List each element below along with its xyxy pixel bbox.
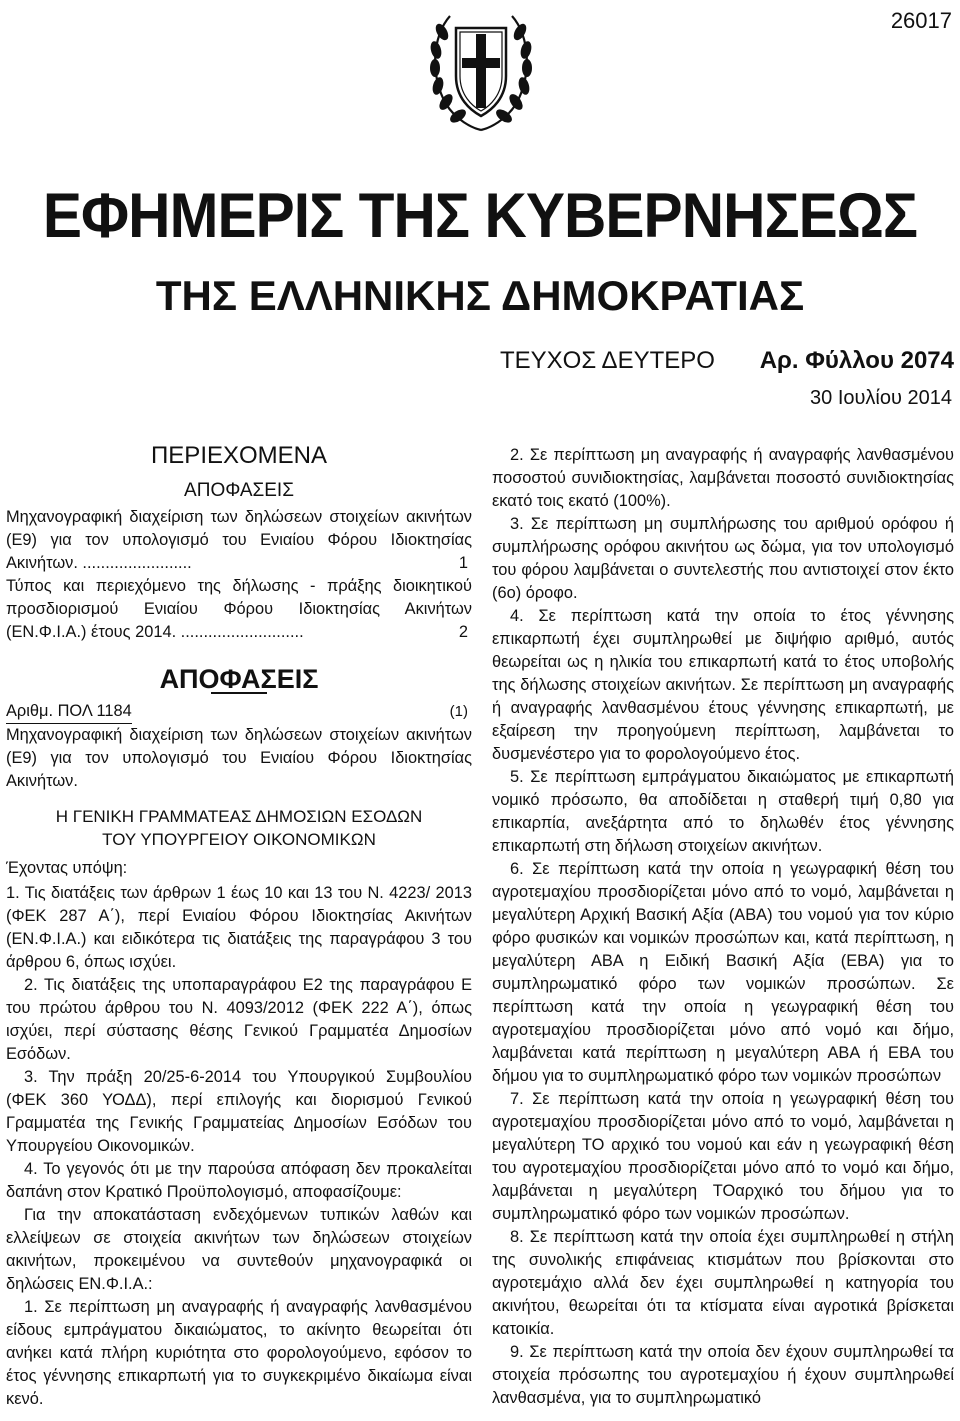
considering-label: Έχοντας υπόψη: bbox=[6, 859, 128, 877]
right-column bbox=[492, 444, 954, 1410]
left-column bbox=[6, 444, 472, 1411]
decision-item-5: 5. Σε περίπτωση εμπράγματου δικαιώματος με επικαρπωτή νομικό πρόσωπο, θα αποδίδεται η σταθερή τιμή 0,80 για επικαρπία, ανεξάρτητα από το δηλωθέν έτος γέννησης επικαρπωτή στη δήλωση στοιχείων ακινήτων. bbox=[492, 768, 954, 855]
decisions-heading-text: ΑΠΟΦΑΣΕΙΣ bbox=[159, 664, 319, 694]
decision-number: Αριθμ. ΠΟΛ 1184 bbox=[6, 700, 132, 724]
consideration-2: 2. Τις διατάξεις της υποπαραγράφου Ε2 της παραγράφου Ε του πρώτου άρθρου του Ν. 4093/2012 (ΦΕΚ 222 Α΄), όπως ισχύει, περί σύστασης θέσης Γενικού Γραμματέα Δημοσίων Εσόδων. bbox=[6, 976, 472, 1063]
page-number: 26017 bbox=[890, 8, 952, 33]
decision-item-4: 4. Σε περίπτωση κατά την οποία το έτος γέννησης επικαρπωτή έχει συμπληρωθεί με διψήφιο αριθμό, αυτός θεωρείται ως η ηλικία του επικαρπωτή κατά το έτος υποβολής της δήλωσης στοιχείων ακινήτων. Σε περίπτωση μη αναγραφής ή αναγραφής λανθασμένου έτους γέννησης επικαρπωτή, με εξαίρεση την προηγούμενη περίπτωση, λαμβάνεται το δυσμενέστερο για το φορολογούμενο έτος. bbox=[492, 607, 954, 763]
decision-purpose: Για την αποκατάσταση ενδεχόμενων τυπικών λαθών και ελλείψεων σε στοιχεία ακινήτων των δηλώσεων στοιχείων ακινήτων, προκειμένου να συντεθούν μηχανογραφικά οι δηλώσεις ΕΝ.Φ.Ι.Α.: bbox=[6, 1206, 472, 1293]
consideration-1: 1. Τις διατάξεις των άρθρων 1 έως 10 και 13 του Ν. 4223/ 2013 (ΦΕΚ 287 Α΄), περί Ενιαίου Φόρου Ιδιοκτησίας Ακινήτων (ΕΝ.Φ.Ι.Α.) και ειδικότερα τις διατάξεις της παραγράφου 3 του άρθρου 6, όπως ισχύει. bbox=[6, 884, 472, 971]
toc-entry-text: Μηχανογραφική διαχείριση των δηλώσεων στοιχείων ακινήτων (Ε9) για τον υπολογισμό του Ενιαίου Φόρου Ιδιοκτησίας Ακινήτων. ........................ bbox=[6, 508, 472, 572]
consideration-4: 4. Το γεγονός ότι με την παρούσα απόφαση δεν προκαλείται δαπάνη στον Κρατικό Προϋπολογισμό, αποφασίζουμε: bbox=[6, 1160, 472, 1201]
toc-entry-page: 1 bbox=[458, 554, 468, 572]
coat-of-arms-icon bbox=[426, 6, 536, 134]
toc-entry-page: 2 bbox=[458, 623, 468, 641]
toc-entry-text: Τύπος και περιεχόμενο της δήλωσης - πράξης διοικητικού προσδιορισμού Ενιαίου Φόρου Ιδιοκτησίας Ακινήτων (ΕΝ.Φ.Ι.Α.) έτους 2014. ........................... bbox=[6, 577, 472, 641]
decision-item-8: 8. Σε περίπτωση κατά την οποία έχει συμπληρωθεί η στήλη της συνολικής επιφάνειας κτισμάτων που βρίσκονται στο αγροτεμάχιο αλλά δεν έχει συμπληρωθεί η κατηγορία του ακινήτου, θεωρείται ότι τα κτίσματα είναι αγροτικά βρίσκεται κατοικία. bbox=[492, 1228, 954, 1338]
gazette-title: ΕΦΗΜΕΡΙΣ ΤΗΣ ΚΥΒΕΡΝΗΣΕΩΣ bbox=[42, 181, 918, 251]
decision-item-9: 9. Σε περίπτωση κατά την οποία δεν έχουν συμπληρωθεί τα στοιχεία πρόσωπης του αγροτεμαχίου ή έχουν συμπληρωθεί λανθασμένα, για το συμπληρωματικό bbox=[492, 1343, 954, 1407]
toc-heading: ΠΕΡΙΕΧΟΜΕΝΑ bbox=[150, 442, 328, 469]
decision-item-1: 1. Σε περίπτωση μη αναγραφής ή αναγραφής λανθασμένου είδους εμπράγματου δικαιώματος, το ακίνητο θεωρείται ότι ανήκει κατά πλήρη κυριότητα στο φορολογούμενο, εφόσον το έτος γέννησης επικαρπωτή για το συγκεκριμένο δικαίωμα είναι κενό. bbox=[6, 1298, 472, 1408]
authority-line-1: Η ΓΕΝΙΚΗ ΓΡΑΜΜΑΤΕΑΣ ΔΗΜΟΣΙΩΝ ΕΣΟΔΩΝ bbox=[55, 807, 423, 826]
decision-item-6: 6. Σε περίπτωση κατά την οποία η γεωγραφική θέση του αγροτεμαχίου προσδιορίζεται μόνο από το νομό, λαμβάνεται η μεγαλύτερη Αρχική Βασική Αξία (ΑΒΑ) του νομού για τον κύριο φόρο φυσικών και νομικών προσώπων και, κατά περίπτωση, η μεγαλύτερη ΑΒΑ η Ειδική Βασική Αξία (ΕΒΑ) για το συμπληρωματικό φόρο των νομικών προσώπων. Σε περίπτωση κατά την οποία η γεωγραφική θέση του αγροτεμαχίου προσδιορίζεται μόνο από νομό και δήμο, λαμβάνεται κατά περίπτωση η μεγαλύτερη ΑΒΑ ή ΕΒΑ του δήμου για το συμπληρωματικό φόρο των νομικών προσώπων bbox=[492, 860, 954, 1085]
gazette-subtitle: ΤΗΣ ΕΛΛΗΝΙΚΗΣ ΔΗΜΟΚΡΑΤΙΑΣ bbox=[155, 272, 805, 319]
footnote-mark: (1) bbox=[449, 703, 468, 720]
toc-section: ΑΠΟΦΑΣΕΙΣ bbox=[184, 480, 294, 501]
decision-subject: Μηχανογραφική διαχείριση των δηλώσεων στοιχείων ακινήτων (Ε9) για τον υπολογισμό του Ενιαίου Φόρου Ιδιοκτησίας Ακινήτων. bbox=[6, 726, 472, 790]
toc-entry[interactable] bbox=[6, 575, 472, 644]
sheet-number: Αρ. Φύλλου 2074 bbox=[759, 347, 954, 374]
issue-label: ΤΕΥΧΟΣ ΔΕΥΤΕΡΟ bbox=[500, 347, 715, 374]
issue-date: 30 Ιουλίου 2014 bbox=[810, 387, 952, 409]
decision-number-line bbox=[6, 700, 472, 724]
authority-line-2: ΤΟΥ ΥΠΟΥΡΓΕΙΟΥ ΟΙΚΟΝΟΜΙΚΩΝ bbox=[102, 830, 376, 849]
decision-item-3: 3. Σε περίπτωση μη συμπλήρωσης του αριθμού ορόφου ή συμπλήρωσης ορόφου ακινήτου ως δώμα, για τον υπολογισμό του φόρου λαμβάνεται ο συντελεστής που αντιστοιχεί στον έκτο (6ο) όροφο. bbox=[492, 515, 954, 602]
consideration-3: 3. Την πράξη 20/25-6-2014 του Υπουργικού Συμβουλίου (ΦΕΚ 360 ΥΟΔΔ), περί επιλογής και διορισμού Γενικού Γραμματέα της Γενικής Γραμματείας Δημοσίων Εσόδων του Υπουργείου Οικονομικών. bbox=[6, 1068, 472, 1155]
toc-entry[interactable] bbox=[6, 506, 472, 575]
decisions-heading bbox=[6, 664, 472, 694]
decision-item-7: 7. Σε περίπτωση κατά την οποία η γεωγραφική θέση του αγροτεμαχίου προσδιορίζεται μόνο από το νομό, λαμβάνεται η μεγαλύτερη ΤΟ αρχικό του νομού και εάν η γεωγραφική θέση του αγροτεμαχίου προσδιορίζεται μόνο από το νομό και δήμο, λαμβάνεται η μεγαλύτερη ΤΟαρχικό του δήμου για το συμπληρωματικό φόρο των νομικών προσώπων. bbox=[492, 1090, 954, 1223]
decision-item-2: 2. Σε περίπτωση μη αναγραφής ή αναγραφής λανθασμένου ποσοστού συνιδιοκτησίας, λαμβάνεται ποσοστό συνιδιοκτησίας εκατό τοις εκατό (100%). bbox=[492, 446, 954, 510]
